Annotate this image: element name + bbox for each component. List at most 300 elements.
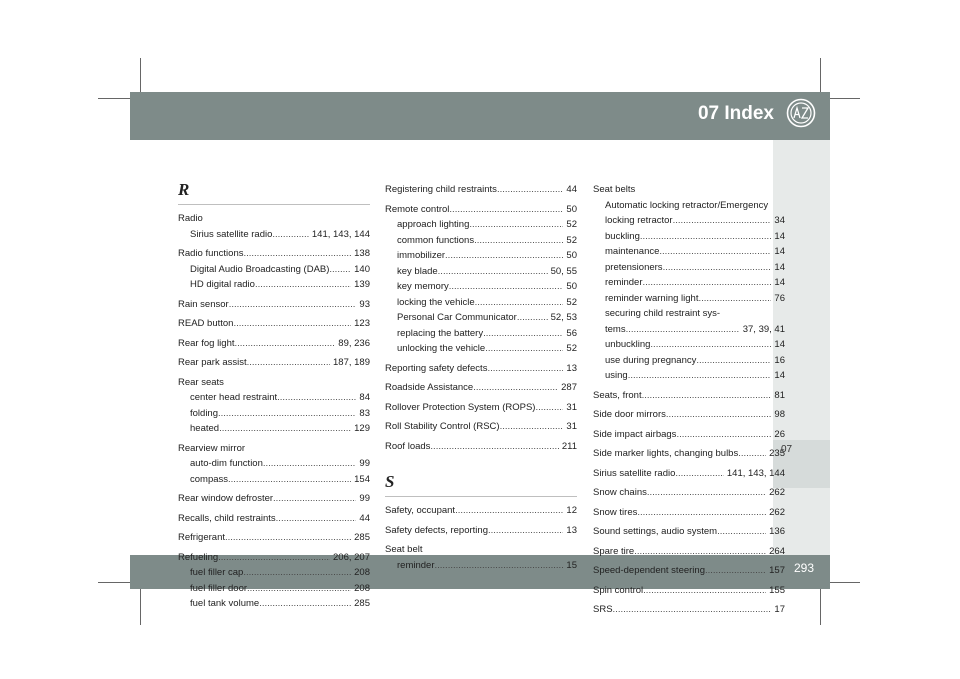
leader-dots bbox=[474, 233, 563, 249]
entry-text: fuel tank volume bbox=[190, 598, 260, 609]
leader-dots bbox=[535, 400, 563, 416]
leader-dots bbox=[634, 544, 766, 560]
index-subentry[interactable] bbox=[178, 390, 370, 406]
leader-dots bbox=[640, 229, 772, 245]
index-entry bbox=[593, 466, 785, 482]
page-reference[interactable]: 17 bbox=[774, 604, 785, 615]
leader-dots bbox=[517, 310, 548, 326]
leader-dots bbox=[626, 322, 740, 338]
page-reference[interactable]: 15 bbox=[566, 559, 577, 571]
entry-text: Rear park assist bbox=[178, 357, 247, 368]
index-subentry[interactable] bbox=[178, 565, 370, 581]
page-reference[interactable]: 208 bbox=[354, 567, 370, 578]
index-entry bbox=[385, 380, 577, 396]
index-entry bbox=[178, 211, 370, 242]
entry-text: Rear window defroster bbox=[178, 493, 274, 504]
index-entry-line[interactable] bbox=[385, 202, 577, 218]
leader-dots bbox=[228, 472, 351, 488]
index-entry bbox=[593, 427, 785, 443]
index-entry-line[interactable] bbox=[178, 530, 370, 546]
leader-dots bbox=[255, 277, 351, 293]
page-reference[interactable]: 44 bbox=[359, 512, 370, 524]
entry-text: Rollover Protection System (ROPS) bbox=[385, 401, 536, 413]
page-reference[interactable]: 99 bbox=[359, 493, 370, 504]
entry-text: buckling bbox=[605, 230, 640, 242]
leader-dots bbox=[219, 421, 351, 437]
index-subentry[interactable] bbox=[178, 456, 370, 472]
header-band bbox=[130, 92, 830, 140]
leader-dots bbox=[628, 368, 772, 384]
page-reference[interactable]: 14 bbox=[774, 261, 785, 273]
leader-dots bbox=[259, 596, 351, 612]
index-entry bbox=[593, 583, 785, 599]
entry-text: locking retractor bbox=[605, 215, 673, 226]
index-entry-line bbox=[178, 375, 370, 391]
page-reference[interactable]: 37, 39, 41 bbox=[742, 323, 785, 335]
leader-dots bbox=[475, 295, 564, 311]
index-entry-line[interactable] bbox=[385, 182, 577, 198]
leader-dots bbox=[276, 511, 357, 527]
page-reference[interactable]: 138 bbox=[354, 248, 370, 259]
leader-dots bbox=[637, 505, 766, 521]
page-reference[interactable]: 287 bbox=[561, 382, 577, 393]
index-subentry[interactable] bbox=[178, 227, 370, 243]
entry-text: Sirius satellite radio bbox=[593, 467, 676, 479]
index-entry bbox=[178, 246, 370, 293]
page-reference[interactable]: 50 bbox=[566, 203, 577, 215]
index-entry-line[interactable] bbox=[593, 544, 785, 560]
index-entry-line[interactable] bbox=[178, 297, 370, 313]
entry-text: Automatic locking retractor/Emergency bbox=[605, 199, 769, 211]
entry-text: Safety, occupant bbox=[385, 505, 456, 516]
index-entry bbox=[593, 544, 785, 560]
index-subentry[interactable] bbox=[385, 558, 577, 574]
index-entry bbox=[385, 182, 577, 198]
index-entry-line[interactable] bbox=[178, 355, 370, 371]
entry-text: folding bbox=[190, 407, 218, 419]
index-subentry[interactable] bbox=[178, 596, 370, 612]
leader-dots bbox=[705, 563, 766, 579]
entry-text: Seat belts bbox=[593, 184, 636, 195]
page-reference[interactable]: 139 bbox=[354, 279, 370, 290]
leader-dots bbox=[273, 491, 356, 507]
index-subentry[interactable] bbox=[593, 291, 785, 307]
index-entry bbox=[385, 361, 577, 377]
entry-text: reminder warning light bbox=[605, 292, 699, 304]
index-entry bbox=[593, 446, 785, 462]
page-reference[interactable]: 206, 207 bbox=[333, 551, 370, 563]
leader-dots bbox=[438, 264, 548, 280]
index-entry bbox=[385, 542, 577, 573]
page-reference[interactable]: 14 bbox=[774, 230, 785, 242]
leader-dots bbox=[473, 380, 558, 396]
leader-dots bbox=[698, 291, 771, 307]
letter-heading bbox=[385, 474, 577, 497]
index-subentry[interactable] bbox=[593, 353, 785, 369]
index-entry-line[interactable] bbox=[593, 407, 785, 423]
index-subentry[interactable] bbox=[593, 322, 785, 338]
entry-text: Side impact airbags bbox=[593, 428, 677, 440]
leader-dots bbox=[673, 213, 772, 229]
letter-heading-text: R bbox=[178, 180, 190, 199]
page-reference[interactable]: 211 bbox=[561, 440, 577, 452]
index-column-1 bbox=[178, 182, 370, 612]
index-entry bbox=[178, 336, 370, 352]
index-entry-line[interactable] bbox=[593, 563, 785, 579]
index-entry-line[interactable] bbox=[385, 400, 577, 416]
page-reference[interactable]: 52 bbox=[566, 219, 577, 230]
index-subentry[interactable] bbox=[593, 260, 785, 276]
page-reference[interactable]: 83 bbox=[359, 407, 370, 419]
page-reference[interactable]: 141, 143, 144 bbox=[726, 467, 785, 479]
page-reference[interactable]: 98 bbox=[774, 409, 785, 420]
leader-dots bbox=[659, 244, 771, 260]
page-reference[interactable]: 50 bbox=[566, 281, 577, 292]
index-column-2 bbox=[385, 182, 577, 573]
index-entry bbox=[178, 530, 370, 546]
entry-text: Spare tire bbox=[593, 545, 635, 557]
entry-text: unbuckling bbox=[605, 339, 651, 350]
index-subentry bbox=[593, 198, 785, 214]
entry-text: Sound settings, audio system bbox=[593, 526, 718, 537]
leader-dots bbox=[643, 275, 772, 291]
index-entry-line[interactable] bbox=[385, 419, 577, 435]
entry-text: Personal Car Communicator bbox=[397, 312, 517, 323]
index-entry bbox=[385, 202, 577, 357]
page-reference[interactable]: 34 bbox=[774, 215, 785, 226]
index-entry-line[interactable] bbox=[593, 388, 785, 404]
entry-text: securing child restraint sys- bbox=[605, 308, 721, 319]
entry-text: reminder bbox=[605, 277, 643, 288]
entry-text: Remote control bbox=[385, 203, 450, 215]
page-reference[interactable]: 235 bbox=[769, 448, 785, 459]
index-entry-line[interactable] bbox=[178, 336, 370, 352]
index-az-icon bbox=[786, 98, 816, 128]
index-entry bbox=[178, 316, 370, 332]
entry-text: pretensioners bbox=[605, 261, 663, 273]
index-entry bbox=[593, 485, 785, 501]
leader-dots bbox=[218, 550, 330, 566]
entry-text: maintenance bbox=[605, 246, 660, 257]
entry-text: replacing the battery bbox=[397, 327, 484, 339]
leader-dots bbox=[243, 565, 351, 581]
entry-text: Seats, front bbox=[593, 389, 642, 401]
entry-text: Snow chains bbox=[593, 487, 647, 498]
leader-dots bbox=[487, 361, 563, 377]
index-entry-line bbox=[178, 441, 370, 457]
index-subentry[interactable] bbox=[593, 213, 785, 229]
entry-text: fuel filler cap bbox=[190, 567, 244, 578]
leader-dots bbox=[663, 260, 772, 276]
index-entry bbox=[178, 375, 370, 437]
page-number: 293 bbox=[793, 561, 814, 575]
entry-text: Snow tires bbox=[593, 506, 638, 518]
index-entry bbox=[178, 297, 370, 313]
entry-text: tems bbox=[605, 323, 626, 335]
index-entry bbox=[593, 524, 785, 540]
leader-dots bbox=[613, 602, 772, 618]
leader-dots bbox=[469, 217, 563, 233]
entry-text: Spin control bbox=[593, 584, 644, 596]
leader-dots bbox=[696, 353, 771, 369]
entry-text: center head restraint bbox=[190, 392, 278, 403]
index-entry-line[interactable] bbox=[178, 246, 370, 262]
entry-text: Roll Stability Control (RSC) bbox=[385, 421, 500, 432]
page-reference[interactable]: 123 bbox=[354, 318, 370, 329]
page-reference[interactable]: 129 bbox=[354, 423, 370, 434]
index-subentry[interactable] bbox=[385, 248, 577, 264]
leader-dots bbox=[449, 202, 563, 218]
leader-dots bbox=[485, 341, 563, 357]
index-entry-line bbox=[178, 211, 370, 227]
entry-text: use during pregnancy bbox=[605, 354, 697, 366]
index-entry bbox=[593, 602, 785, 618]
index-entry-line bbox=[593, 182, 785, 198]
page-reference[interactable]: 264 bbox=[769, 545, 785, 557]
leader-dots bbox=[675, 466, 724, 482]
index-subentry[interactable] bbox=[593, 337, 785, 353]
page-reference[interactable]: 14 bbox=[774, 339, 785, 350]
index-entry-line[interactable] bbox=[178, 511, 370, 527]
entry-text: Seat belt bbox=[385, 544, 423, 555]
index-subentry[interactable] bbox=[593, 229, 785, 245]
index-entry-line[interactable] bbox=[593, 446, 785, 462]
page-reference[interactable]: 56 bbox=[566, 327, 577, 339]
page-reference[interactable]: 14 bbox=[774, 370, 785, 381]
leader-dots bbox=[235, 336, 336, 352]
index-entry-line[interactable] bbox=[178, 550, 370, 566]
index-entry bbox=[385, 523, 577, 539]
index-entry-line[interactable] bbox=[385, 380, 577, 396]
entry-text: Roadside Assistance bbox=[385, 382, 474, 393]
page-reference[interactable]: 208 bbox=[354, 582, 370, 594]
index-subentry[interactable] bbox=[593, 244, 785, 260]
page-reference[interactable]: 44 bbox=[566, 184, 577, 195]
leader-dots bbox=[676, 427, 771, 443]
page-reference[interactable]: 141, 143, 144 bbox=[311, 228, 370, 240]
index-subentry[interactable] bbox=[178, 406, 370, 422]
entry-text: Refrigerant bbox=[178, 532, 225, 543]
index-entry bbox=[593, 563, 785, 579]
index-entry-line[interactable] bbox=[593, 485, 785, 501]
chapter-title: 07 Index bbox=[697, 103, 774, 124]
index-subentry[interactable] bbox=[385, 233, 577, 249]
entry-text: Registering child restraints bbox=[385, 184, 497, 195]
index-subentry[interactable] bbox=[385, 264, 577, 280]
index-subentry[interactable] bbox=[385, 326, 577, 342]
entry-text: Rain sensor bbox=[178, 298, 229, 310]
leader-dots bbox=[243, 246, 351, 262]
page-reference[interactable]: 154 bbox=[354, 473, 370, 485]
entry-text: READ button bbox=[178, 318, 234, 329]
entry-text: unlocking the vehicle bbox=[397, 343, 486, 354]
leader-dots bbox=[647, 485, 766, 501]
index-entry bbox=[178, 355, 370, 371]
index-subentry[interactable] bbox=[178, 472, 370, 488]
index-entry-line[interactable] bbox=[593, 602, 785, 618]
leader-dots bbox=[233, 316, 351, 332]
page-reference[interactable]: 50, 55 bbox=[550, 265, 577, 277]
leader-dots bbox=[666, 407, 772, 423]
page-reference[interactable]: 93 bbox=[359, 298, 370, 310]
index-subentry[interactable] bbox=[385, 279, 577, 295]
leader-dots bbox=[455, 503, 563, 519]
page-reference[interactable]: 52, 53 bbox=[550, 312, 577, 323]
page-reference[interactable]: 285 bbox=[354, 532, 370, 543]
index-entry-line[interactable] bbox=[385, 523, 577, 539]
page-reference[interactable]: 50 bbox=[566, 250, 577, 261]
index-subentry[interactable] bbox=[178, 421, 370, 437]
page-reference[interactable]: 84 bbox=[359, 392, 370, 403]
index-subentry[interactable] bbox=[178, 581, 370, 597]
entry-text: auto-dim function bbox=[190, 458, 263, 469]
page-reference[interactable]: 89, 236 bbox=[338, 337, 370, 349]
page-reference[interactable]: 26 bbox=[774, 428, 785, 440]
entry-text: key blade bbox=[397, 265, 438, 277]
entry-text: Side marker lights, changing bulbs bbox=[593, 448, 739, 459]
page-reference[interactable]: 16 bbox=[774, 354, 785, 366]
index-entry-line[interactable] bbox=[593, 524, 785, 540]
leader-dots bbox=[272, 227, 309, 243]
entry-text: Safety defects, reporting bbox=[385, 524, 488, 536]
index-subentry[interactable] bbox=[178, 262, 370, 278]
chapter-tab-label: 07 bbox=[781, 444, 793, 455]
entry-text: fuel filler door bbox=[190, 582, 248, 594]
leader-dots bbox=[247, 581, 351, 597]
entry-text: Side door mirrors bbox=[593, 409, 666, 420]
page-reference[interactable]: 31 bbox=[566, 401, 577, 413]
page-reference[interactable]: 140 bbox=[354, 263, 370, 275]
index-entry bbox=[593, 505, 785, 521]
leader-dots bbox=[435, 558, 564, 574]
entry-text: using bbox=[605, 370, 628, 381]
page-reference[interactable]: 31 bbox=[566, 421, 577, 432]
page-reference[interactable]: 285 bbox=[354, 598, 370, 609]
leader-dots bbox=[218, 406, 356, 422]
leader-dots bbox=[263, 456, 357, 472]
entry-text: approach lighting bbox=[397, 219, 470, 230]
entry-text: Digital Audio Broadcasting (DAB) bbox=[190, 263, 330, 275]
page-reference[interactable]: 187, 189 bbox=[333, 357, 370, 368]
index-entry-line[interactable] bbox=[178, 491, 370, 507]
leader-dots bbox=[225, 530, 351, 546]
index-entry-line[interactable] bbox=[385, 439, 577, 455]
entry-text: reminder bbox=[397, 559, 435, 571]
page-reference[interactable]: 12 bbox=[566, 505, 577, 516]
entry-text: Recalls, child restraints bbox=[178, 512, 276, 524]
index-subentry[interactable] bbox=[385, 341, 577, 357]
page-reference[interactable]: 52 bbox=[566, 343, 577, 354]
index-subentry[interactable] bbox=[178, 277, 370, 293]
leader-dots bbox=[643, 583, 766, 599]
page-reference[interactable]: 13 bbox=[566, 362, 577, 374]
index-entry bbox=[593, 182, 785, 384]
page-reference[interactable]: 14 bbox=[774, 246, 785, 257]
index-entry bbox=[385, 419, 577, 435]
entry-text: Rear fog light bbox=[178, 337, 235, 349]
page-reference[interactable]: 262 bbox=[769, 506, 785, 518]
leader-dots bbox=[329, 262, 351, 278]
index-subentry[interactable] bbox=[593, 368, 785, 384]
entry-text: Refueling bbox=[178, 551, 219, 563]
index-entry bbox=[385, 439, 577, 455]
index-entry bbox=[593, 388, 785, 404]
index-entry-line bbox=[385, 542, 577, 558]
leader-dots bbox=[738, 446, 766, 462]
index-entry-line[interactable] bbox=[593, 583, 785, 599]
page-reference[interactable]: 76 bbox=[774, 292, 785, 304]
index-subentry[interactable] bbox=[593, 275, 785, 291]
entry-text: Rear seats bbox=[178, 376, 224, 388]
page-reference[interactable]: 13 bbox=[566, 524, 577, 536]
leader-dots bbox=[277, 390, 356, 406]
index-entry-line[interactable] bbox=[593, 427, 785, 443]
leader-dots bbox=[650, 337, 771, 353]
leader-dots bbox=[483, 326, 563, 342]
entry-text: key memory bbox=[397, 281, 449, 292]
page-reference[interactable]: 155 bbox=[769, 584, 785, 596]
entry-text: compass bbox=[190, 473, 229, 485]
index-column-3 bbox=[593, 182, 785, 618]
section-spacer bbox=[385, 454, 577, 474]
entry-text: Roof loads bbox=[385, 440, 431, 452]
page-reference[interactable]: 81 bbox=[774, 389, 785, 401]
leader-dots bbox=[497, 182, 563, 198]
entry-text: locking the vehicle bbox=[397, 296, 475, 308]
entry-text: Reporting safety defects bbox=[385, 362, 488, 374]
index-entry bbox=[385, 400, 577, 416]
index-subentry[interactable] bbox=[385, 310, 577, 326]
index-entry-line[interactable] bbox=[593, 505, 785, 521]
entry-text: Radio bbox=[178, 213, 203, 224]
page-reference[interactable]: 157 bbox=[769, 565, 785, 576]
page-reference[interactable]: 52 bbox=[566, 296, 577, 308]
entry-text: Rearview mirror bbox=[178, 442, 246, 454]
entry-text: Sirius satellite radio bbox=[190, 228, 273, 240]
leader-dots bbox=[445, 248, 563, 264]
entry-text: common functions bbox=[397, 234, 475, 246]
index-entry-line[interactable] bbox=[178, 316, 370, 332]
index-subentry[interactable] bbox=[385, 295, 577, 311]
leader-dots bbox=[430, 439, 558, 455]
page-reference[interactable]: 262 bbox=[769, 487, 785, 498]
page-reference[interactable]: 136 bbox=[769, 526, 785, 537]
entry-text: immobilizer bbox=[397, 250, 446, 261]
entry-text: heated bbox=[190, 423, 220, 434]
index-entry bbox=[178, 511, 370, 527]
entry-text: HD digital radio bbox=[190, 279, 255, 290]
leader-dots bbox=[717, 524, 766, 540]
index-entry-line[interactable] bbox=[593, 466, 785, 482]
entry-text: Radio functions bbox=[178, 248, 244, 259]
leader-dots bbox=[229, 297, 357, 313]
index-entry bbox=[385, 503, 577, 519]
page-reference[interactable]: 52 bbox=[566, 234, 577, 246]
index-subentry[interactable] bbox=[385, 217, 577, 233]
entry-text: SRS bbox=[593, 604, 613, 615]
page-reference[interactable]: 99 bbox=[359, 458, 370, 469]
leader-dots bbox=[449, 279, 564, 295]
letter-heading bbox=[178, 182, 370, 205]
index-subentry bbox=[593, 306, 785, 322]
index-entry bbox=[593, 407, 785, 423]
index-entry bbox=[178, 491, 370, 507]
leader-dots bbox=[500, 419, 564, 435]
index-entry-line[interactable] bbox=[385, 361, 577, 377]
page-reference[interactable]: 14 bbox=[774, 277, 785, 288]
index-entry-line[interactable] bbox=[385, 503, 577, 519]
leader-dots bbox=[247, 355, 330, 371]
